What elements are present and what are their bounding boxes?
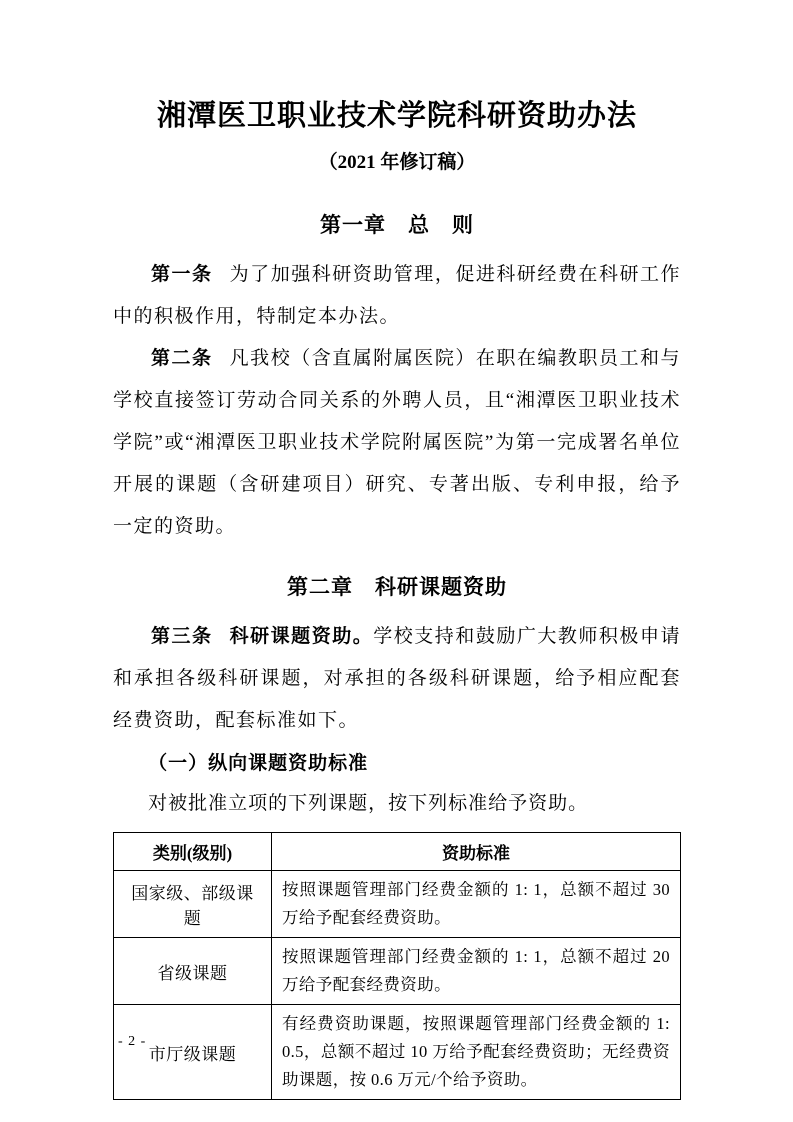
table-cell-standard: 按照课题管理部门经费金额的 1: 1，总额不超过 30 万给予配套经费资助。 — [272, 871, 681, 938]
chapter-1-heading: 第一章 总 则 — [320, 213, 474, 237]
article-1-paragraph — [113, 254, 681, 338]
table-cell-category: 市厅级课题 — [114, 1005, 272, 1100]
article-1-text: 为了加强科研资助管理，促进科研经费在科研工作中的积极作用，特制定本办法。 — [113, 264, 681, 327]
table-header-row — [114, 833, 681, 871]
page-number: - 2 - — [118, 1034, 147, 1049]
article-3-bold-lead: 科研课题资助。 — [229, 626, 374, 647]
table-header-standard: 资助标准 — [272, 833, 681, 871]
document-title: 湘潭医卫职业技术学院科研资助办法 — [156, 100, 637, 132]
document-content — [113, 96, 681, 1100]
table-cell-category: 省级课题 — [114, 938, 272, 1005]
article-3-label: 第三条 — [151, 626, 213, 647]
article-2-text: 凡我校（含直属附属医院）在职在编教职员工和与学校直接签订劳动合同关系的外聘人员，且“湘潭医卫职业技术学院”或“湘潭医卫职业技术学院附属医院”为第一完成署名单位开展的课题（含研建项目）研究、专著出版、专利申报，给予一定的资助。 — [113, 348, 681, 537]
article-2-label: 第二条 — [151, 348, 213, 369]
section-1-intro: 对被批准立项的下列课题，按下列标准给予资助。 — [148, 793, 589, 814]
table-cell-standard: 按照课题管理部门经费金额的 1: 1，总额不超过 20 万给予配套经费资助。 — [272, 938, 681, 1005]
section-1-heading: （一）纵向课题资助标准 — [148, 753, 369, 774]
document-subtitle: （2021 年修订稿） — [318, 152, 476, 173]
chapter-2-heading: 第二章 科研课题资助 — [287, 575, 507, 599]
table-row — [114, 871, 681, 938]
funding-standards-table — [113, 832, 681, 1100]
article-1-label: 第一条 — [151, 264, 213, 285]
table-row — [114, 1005, 681, 1100]
table-cell-category: 国家级、部级课题 — [114, 871, 272, 938]
article-2-paragraph — [113, 338, 681, 548]
table-header-category: 类别(级别) — [114, 833, 272, 871]
table-cell-standard: 有经费资助课题，按照课题管理部门经费金额的 1: 0.5，总额不超过 10 万给予配套经费资助；无经费资助课题，按 0.6 万元/个给予资助。 — [272, 1005, 681, 1100]
table-row — [114, 938, 681, 1005]
article-3-paragraph — [113, 616, 681, 742]
article-3-text: 学校支持和鼓励广大教师积极申请和承担各级科研课题，对承担的各级科研课题，给予相应配套经费资助，配套标准如下。 — [113, 626, 681, 731]
